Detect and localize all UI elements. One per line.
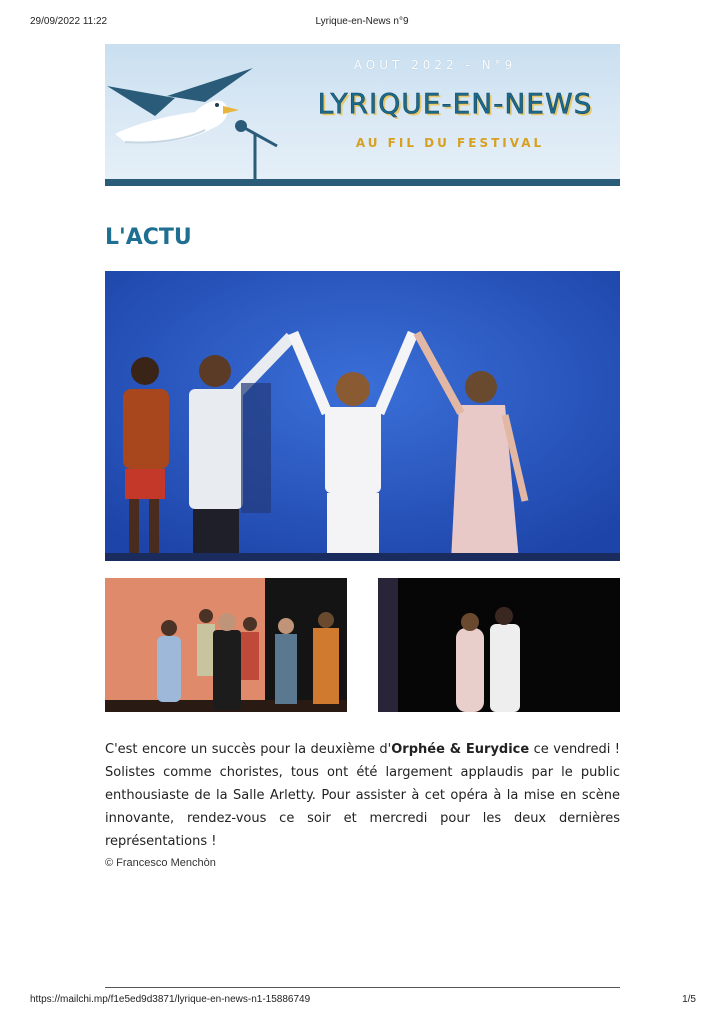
article-text-part1: C'est encore un succès pour la deuxième d' [105, 742, 392, 757]
article-text [105, 738, 620, 853]
seagull-microphone-icon [105, 54, 295, 184]
section-title: L'ACTU [105, 225, 192, 250]
print-title: Lyrique-en-News n°9 [315, 16, 409, 27]
article-text-part2: ce vendredi ! Solistes comme choristes, tous ont été largement applaudis par le public enthousiaste de la Salle Arletty. Pour assister à cet opéra à la mise en scène innovante, rendez-vous ce soir et mercredi pour les deux dernières représentations ! [105, 742, 621, 849]
print-date: 29/09/2022 11:22 [30, 16, 108, 27]
banner-bar [105, 179, 620, 186]
chorus-bow-photo [105, 578, 347, 712]
duet-embrace-image [378, 578, 620, 712]
print-header [0, 16, 724, 30]
work-title: Orphée & Eurydice [391, 742, 530, 757]
newsletter-title: LYRIQUE-EN-NEWS [317, 87, 593, 120]
main-stage-photo [105, 271, 620, 561]
stage-curtain-call-image [105, 271, 620, 561]
photo-credit: © Francesco Menchòn [105, 857, 216, 869]
page-number: 1/5 [682, 994, 696, 1005]
newsletter-tagline: AU FIL DU FESTIVAL [355, 136, 545, 150]
print-url: https://mailchi.mp/f1e5ed9d3871/lyrique-en-news-n1-15886749 [30, 994, 311, 1005]
newsletter-banner [105, 44, 620, 186]
chorus-bow-image [105, 578, 347, 712]
footer-divider [105, 987, 620, 988]
issue-label: AOUT 2022 - N°9 [353, 58, 517, 72]
duet-photo [378, 578, 620, 712]
